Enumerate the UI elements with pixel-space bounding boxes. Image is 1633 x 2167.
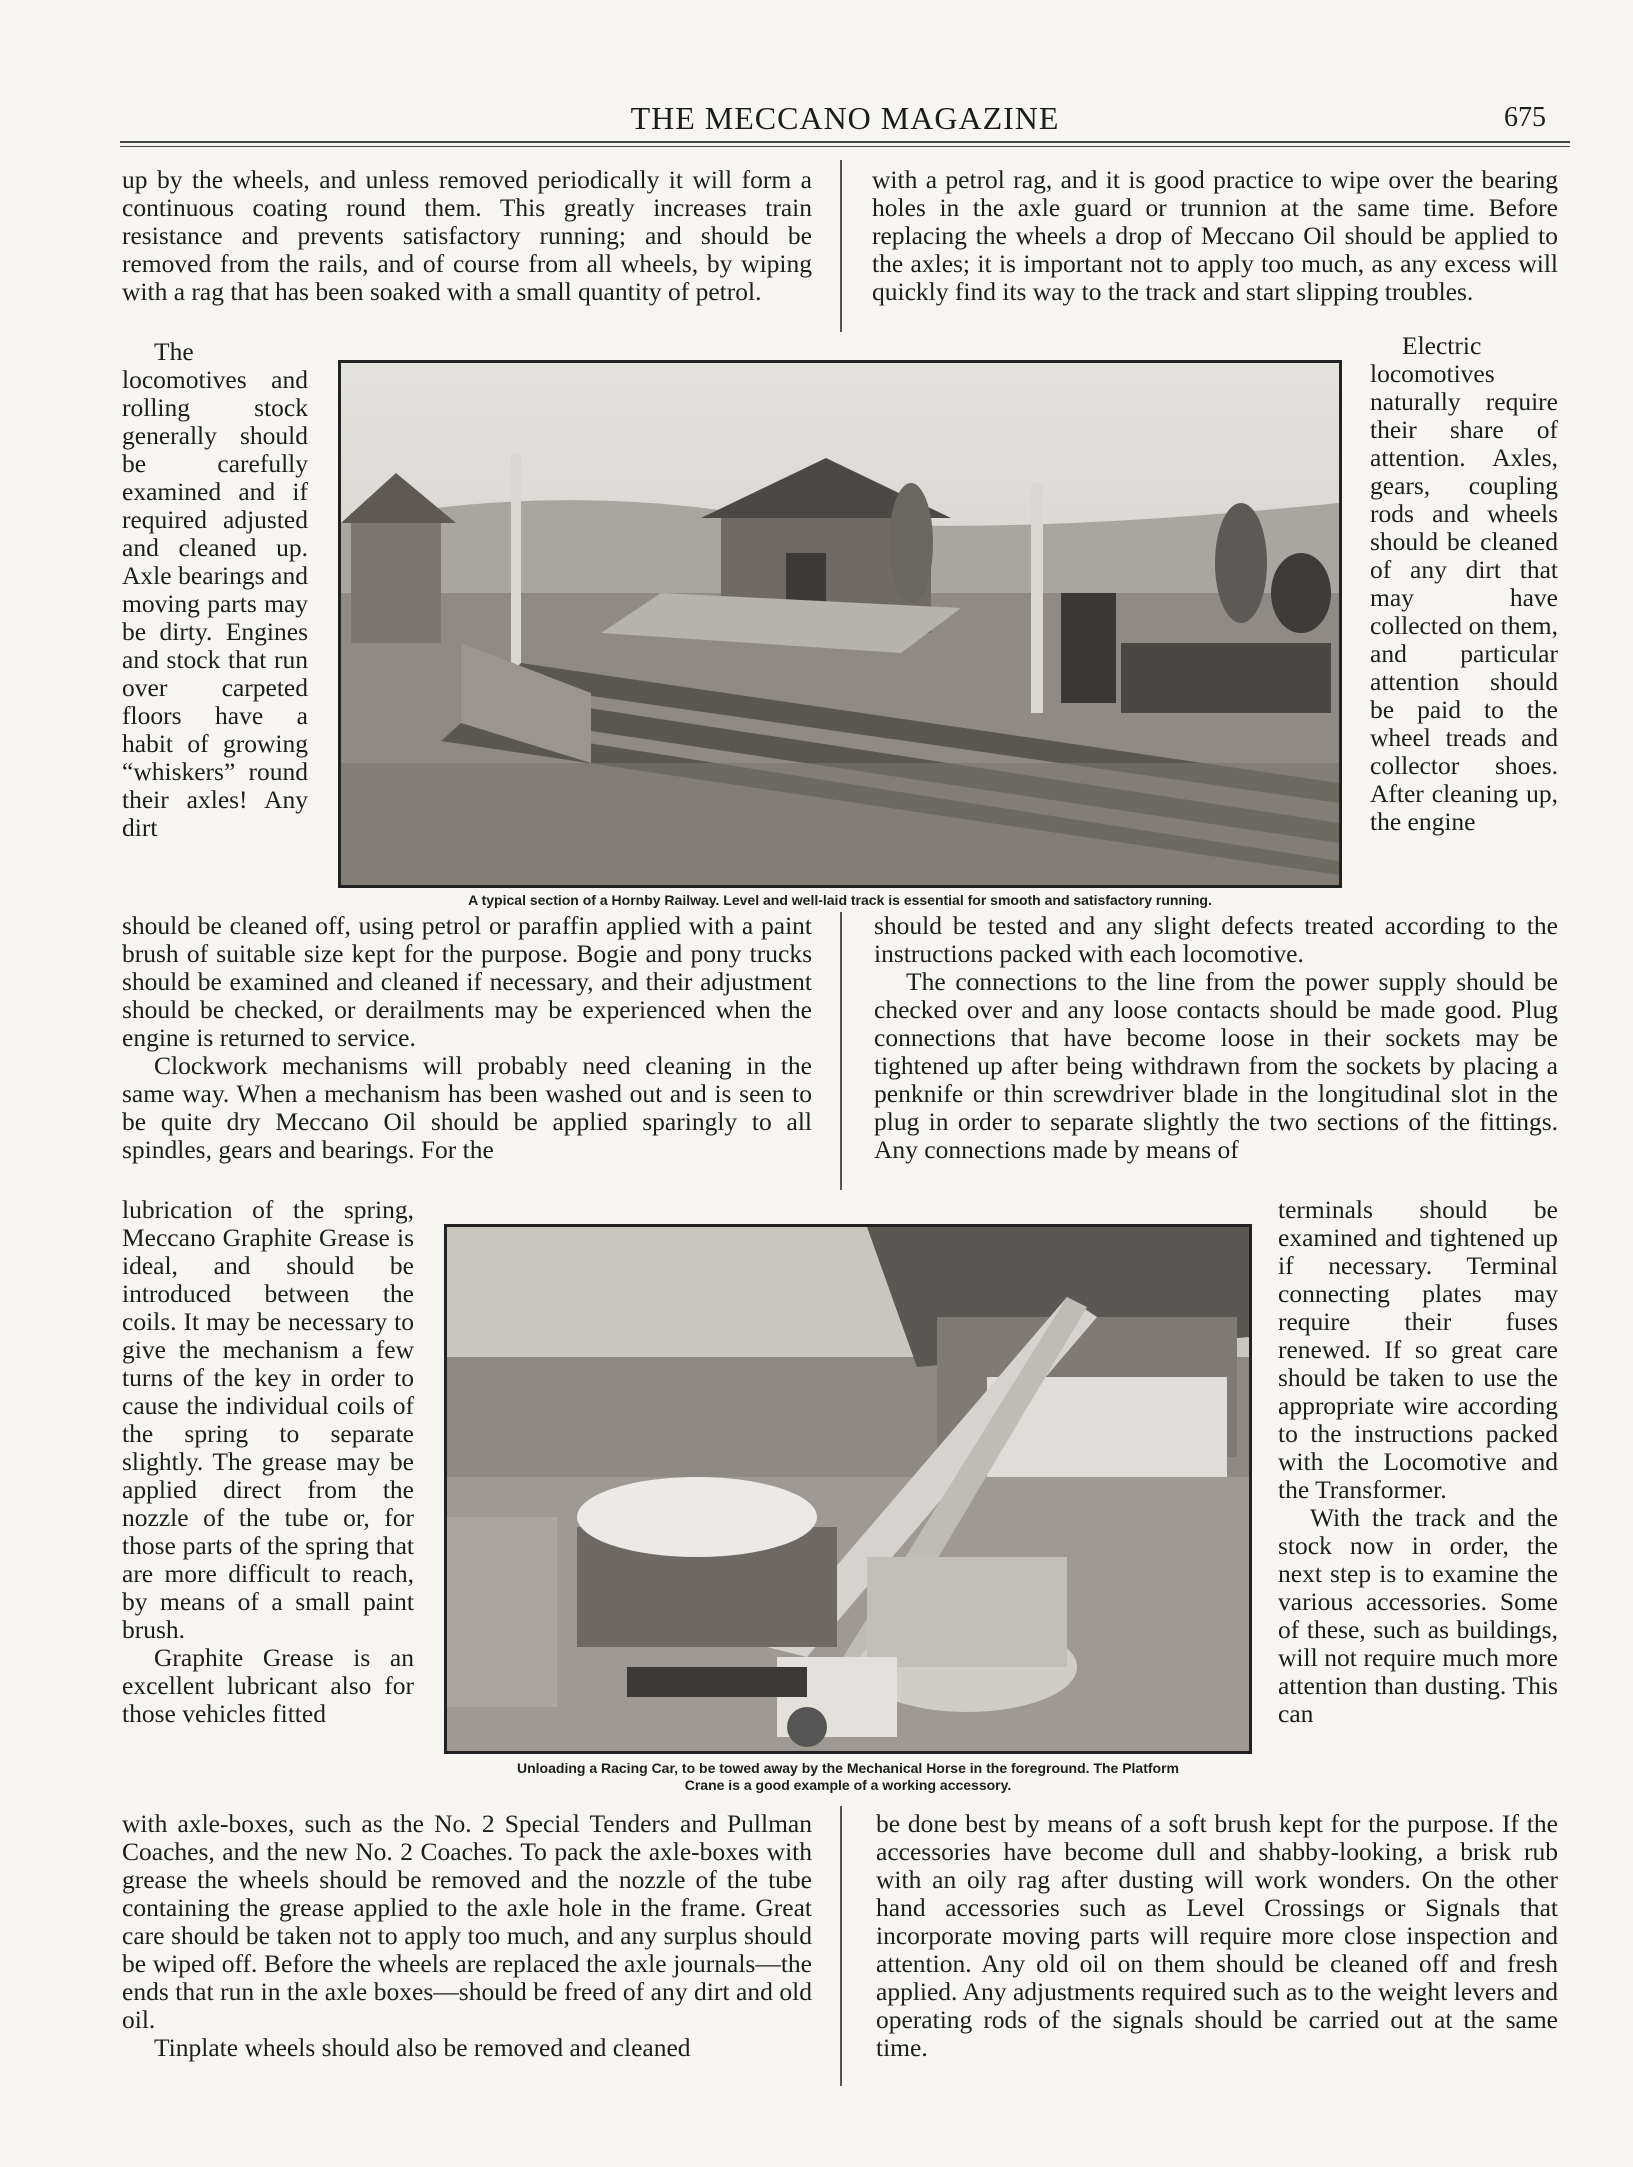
paragraph: be done best by means of a soft brush kept for the purpose. If the accessories have become dull and shabby-looking, a brisk rub with an oily rag after dusting will work wonders. On the other hand accessories such as Level Crossings or Signals that incorporate moving parts will require more close inspection and attention. Any old oil on them should be cleaned off and fresh applied. Any adjustments required such as to the weight levers and operating rods of the signals should be carried out at the same time. <box>876 1809 1558 2062</box>
magazine-title: THE MECCANO MAGAZINE <box>630 100 1060 136</box>
text-crane-right <box>1278 1196 1558 1728</box>
text-narrow-left <box>122 338 308 842</box>
header-rule <box>120 141 1570 143</box>
text-top-right <box>872 166 1558 306</box>
paragraph: up by the wheels, and unless removed periodically it will form a continuous coating round them. This greatly increases train resistance and prevents satisfactory running; and should be removed from the rails, and of course from all wheels, by wiping with a rag that has been soaked with a small quantity of petrol. <box>122 165 812 306</box>
column-rule <box>840 160 842 332</box>
header-rule-thin <box>120 146 1570 147</box>
paragraph: lubrication of the spring, Meccano Graphite Grease is ideal, and should be introduced between the coils. It may be necessary to give the mechanism a few turns of the key in order to cause the individual coils of the spring to separate slightly. The grease may be applied direct from the nozzle of the tube or, for those parts of the spring that are more difficult to reach, by means of a small paint brush. <box>122 1195 414 1644</box>
paragraph: Graphite Grease is an excellent lubricant also for those vehicles fitted <box>122 1643 414 1728</box>
figure-railway-caption: A typical section of a Hornby Railway. Level and well-laid track is essential for smooth and satisfactory running. <box>468 892 1212 908</box>
paragraph: terminals should be examined and tightened up if necessary. Terminal connecting plates may require their fuses renewed. If so great care should be taken to use the appropriate wire according to the instructions packed with the Locomotive and the Transformer. <box>1278 1195 1558 1504</box>
paragraph: should be cleaned off, using petrol or paraffin applied with a paint brush of suitable size kept for the purpose. Bogie and pony trucks should be examined and cleaned if necessary, and their adjustment should be checked, or derailments may be experienced when the engine is returned to service. <box>122 911 812 1052</box>
text-narrow-right <box>1370 332 1558 836</box>
caption-line: Unloading a Racing Car, to be towed away by the Mechanical Horse in the foreground. The Platform <box>517 1760 1179 1776</box>
figure-railway-photo <box>338 360 1342 888</box>
text-mid-left <box>122 912 812 1164</box>
paragraph: Clockwork mechanisms will probably need cleaning in the same way. When a mechanism has been washed out and is seen to be quite dry Meccano Oil should be applied sparingly to all spindles, gears and bearings. For the <box>122 1051 812 1164</box>
text-mid-right <box>874 912 1558 1164</box>
text-bottom-left <box>122 1810 812 2062</box>
paragraph: The locomotives and rolling stock generally should be carefully examined and if required adjusted and cleaned up. Axle bearings and moving parts may be dirty. Engines and stock that run over carpeted floors have a habit of growing “whiskers” round their axles! Any dirt <box>122 337 308 842</box>
paragraph: With the track and the stock now in order, the next step is to examine the various accessories. Some of these, such as buildings, will not require much more attention than dusting. This can <box>1278 1503 1558 1728</box>
page-number: 675 <box>1504 102 1546 133</box>
paragraph: with axle-boxes, such as the No. 2 Special Tenders and Pullman Coaches, and the new No. 2 Coaches. To pack the axle-boxes with grease the wheels should be removed and the nozzle of the tube containing the grease applied to the axle hole in the frame. Great care should be taken not to apply too much, and any surplus should be wiped off. Before the wheels are replaced the axle journals—the ends that run in the axle boxes—should be freed of any dirt and old oil. <box>122 1809 812 2034</box>
railway-scene-illustration <box>341 363 1339 885</box>
text-top-left <box>122 166 812 306</box>
column-rule <box>840 912 842 1190</box>
paragraph: The connections to the line from the power supply should be checked over and any loose contacts should be made good. Plug connections that have become loose in their sockets may be tightened up after being withdrawn from the sockets by placing a penknife or thin screwdriver blade in the longitudinal slot in the plug in order to separate slightly the two sections of the fittings. Any connections made by means of <box>874 967 1558 1164</box>
figure-crane-photo <box>444 1224 1252 1754</box>
column-rule <box>840 1806 842 2086</box>
text-bottom-right <box>876 1810 1558 2062</box>
page-header <box>120 96 1570 140</box>
paragraph: should be tested and any slight defects treated according to the instructions packed with each locomotive. <box>874 911 1558 968</box>
figure-crane-caption <box>444 1760 1252 1794</box>
paragraph: Tinplate wheels should also be removed and cleaned <box>154 2033 691 2062</box>
caption-line: Crane is a good example of a working accessory. <box>684 1777 1012 1793</box>
paragraph: Electric locomotives naturally require their share of attention. Axles, gears, coupling rods and wheels should be cleaned of any dirt that may have collected on them, and particular attention should be paid to the wheel treads and collector shoes. After cleaning up, the engine <box>1370 331 1558 836</box>
crane-scene-illustration <box>447 1227 1249 1751</box>
paragraph: with a petrol rag, and it is good practice to wipe over the bearing holes in the axle guard or trunnion at the same time. Before replacing the wheels a drop of Meccano Oil should be applied to the axles; it is important not to apply too much, as any excess will quickly find its way to the track and start slipping troubles. <box>872 165 1558 306</box>
text-crane-left <box>122 1196 414 1728</box>
